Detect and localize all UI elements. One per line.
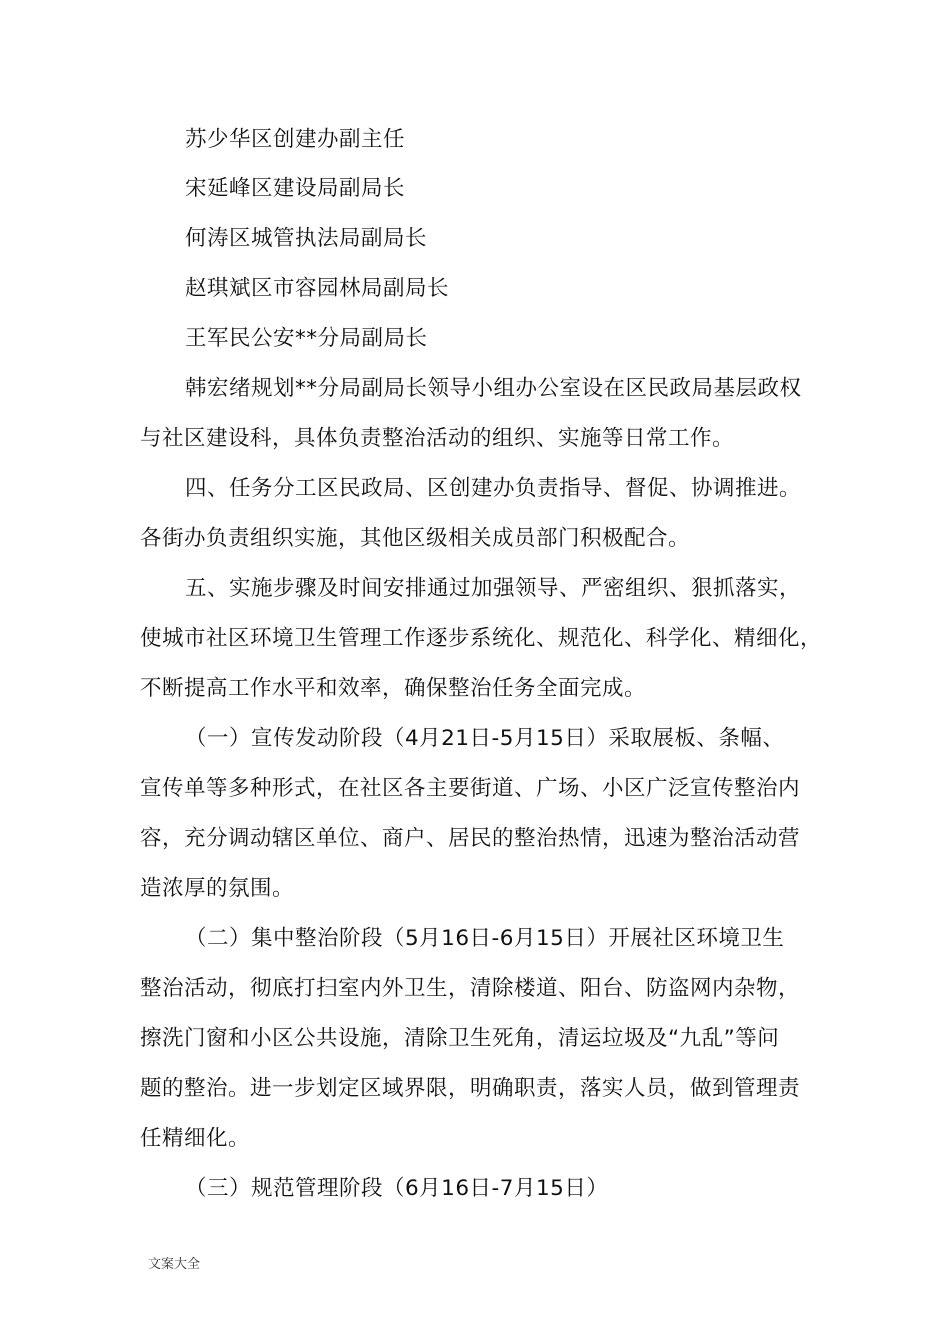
text-line: 题的整治。进一步划定区域界限，明确职责，落实人员，做到管理责 — [140, 1076, 801, 1101]
text-line: 与社区建设科，具体负责整治活动的组织、实施等日常工作。 — [140, 426, 735, 451]
text-line: 赵琪斌区市容园林局副局长 — [185, 276, 450, 301]
text-line: 不断提高工作水平和效率，确保整治任务全面完成。 — [140, 676, 647, 701]
text-line: （三）规范管理阶段（6月16日-7月15日） — [185, 1176, 609, 1201]
text-line: 苏少华区创建办副主任 — [185, 127, 406, 152]
text-line: （二）集中整治阶段（5月16日-6月15日）开展社区环境卫生 — [185, 926, 785, 951]
text-line: 整治活动，彻底打扫室内外卫生，清除楼道、阳台、防盗网内杂物， — [140, 976, 801, 1001]
text-line: 使城市社区环境卫生管理工作逐步系统化、规范化、科学化、精细化， — [140, 626, 823, 651]
text-line: 任精细化。 — [140, 1126, 251, 1151]
footer-label: 文案大全 — [148, 1257, 201, 1272]
text-line: 韩宏绪规划**分局副局长领导小组办公室设在区民政局基层政权 — [185, 376, 802, 401]
text-line: 各街办负责组织实施，其他区级相关成员部门积极配合。 — [140, 526, 691, 551]
text-line: 擦洗门窗和小区公共设施，清除卫生死角，清运垃圾及“九乱”等问 — [140, 1026, 780, 1051]
text-line: 五、实施步骤及时间安排通过加强领导、严密组织、狠抓落实， — [185, 576, 802, 601]
text-line: 王军民公安**分局副局长 — [185, 326, 428, 351]
text-line: 容，充分调动辖区单位、商户、居民的整治热情，迅速为整治活动营 — [140, 826, 801, 851]
text-line: 何涛区城管执法局副局长 — [185, 226, 428, 251]
text-line: 四、任务分工区民政局、区创建办负责指导、督促、协调推进。 — [185, 476, 802, 501]
text-line: 宋延峰区建设局副局长 — [185, 176, 406, 201]
text-line: 造浓厚的氛围。 — [140, 876, 295, 901]
text-line: 宣传单等多种形式，在社区各主要街道、广场、小区广泛宣传整治内 — [140, 776, 801, 801]
text-line: （一）宣传发动阶段（4月21日-5月15日）采取展板、条幅、 — [185, 726, 785, 751]
